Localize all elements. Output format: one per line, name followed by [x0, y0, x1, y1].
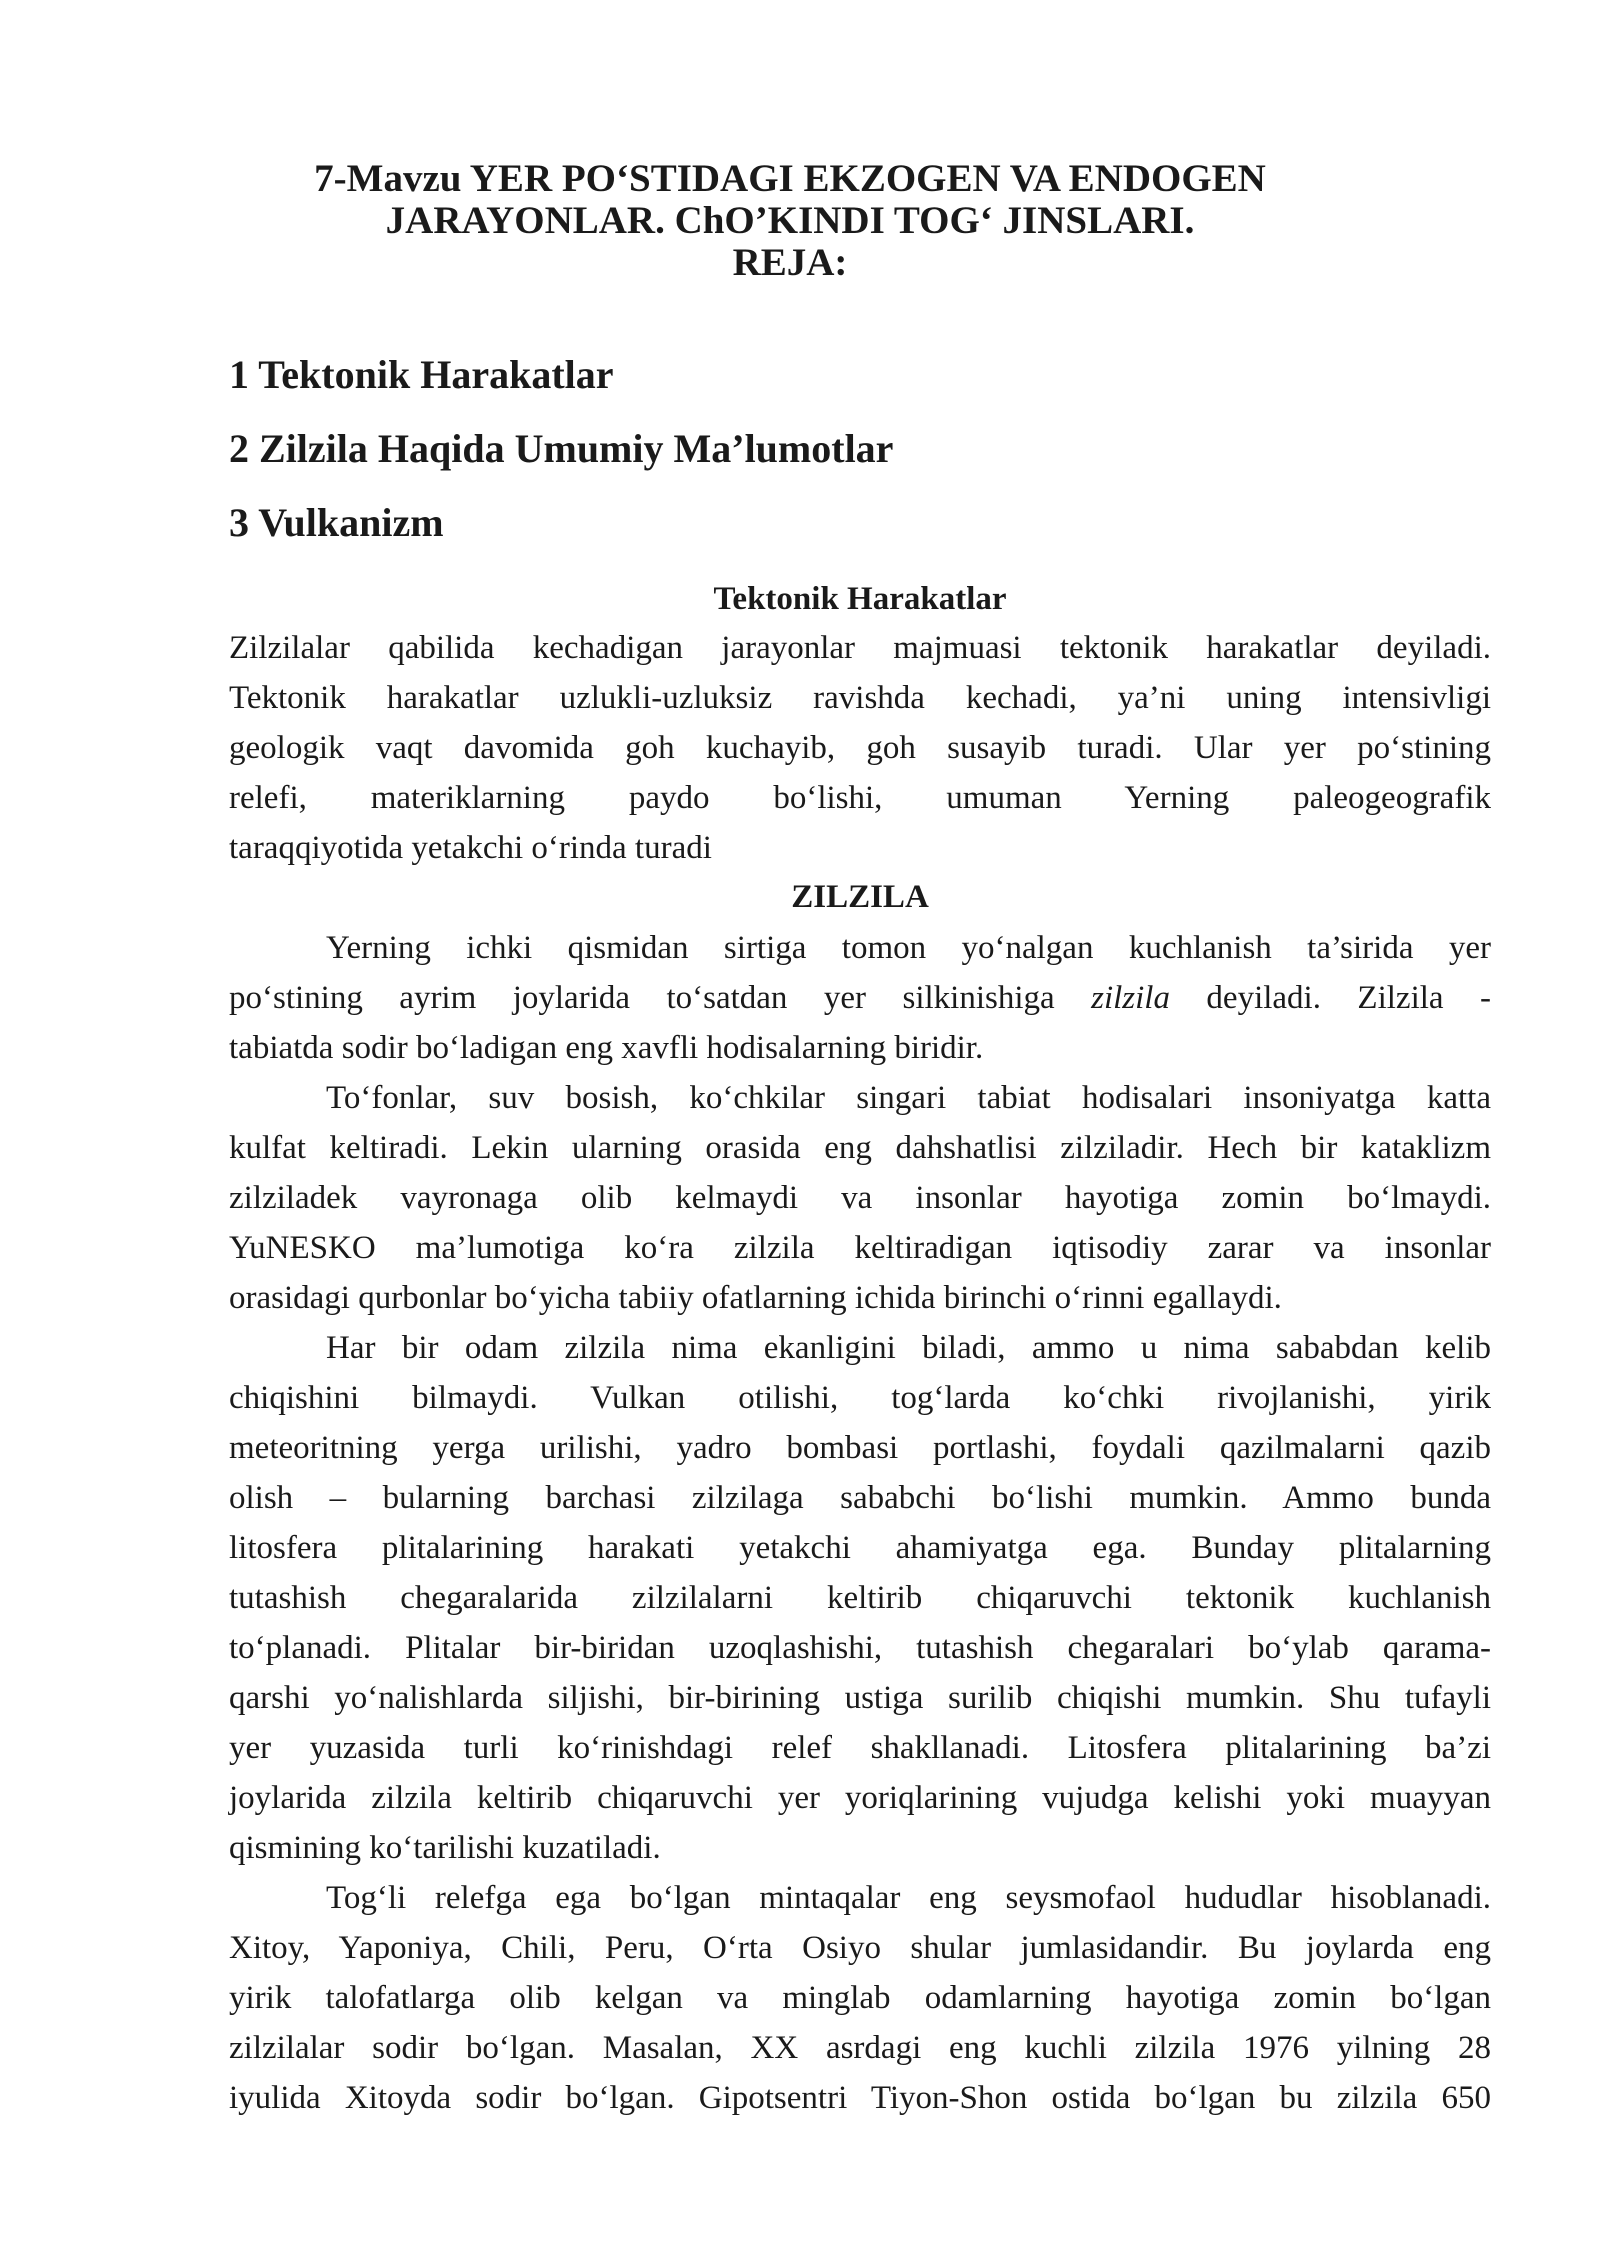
section-zilzila-body — [229, 923, 1491, 2123]
text-line: tabiatda sodir bo‘ladigan eng xavfli hodisalarning biridir. — [229, 1030, 984, 1066]
text-line: Yerning ichki qismidan sirtiga tomon yo‘nalgan kuchlanish ta’sirida yer — [326, 930, 1491, 966]
text-line: yirik talofatlarga olib kelgan va minglab odamlarning hayotiga zomin bo‘lgan — [229, 1980, 1491, 2016]
text-line-with-term — [229, 973, 1491, 1023]
text-line: Tektonik harakatlar uzlukli-uzluksiz ravishda kechadi, ya’ni uning intensivligi — [229, 680, 1491, 716]
text-fragment: deyiladi. Zilzila - — [1169, 980, 1491, 1016]
text-line: to‘planadi. Plitalar bir-biridan uzoqlashishi, tutashish chegaralari bo‘ylab qarama- — [229, 1630, 1491, 1666]
text-line: relefi, materiklarning paydo bo‘lishi, umuman Yerning paleogeografik — [229, 780, 1491, 816]
section-heading-zilzila: ZILZILA — [791, 879, 929, 915]
text-line: iyulida Xitoyda sodir bo‘lgan. Gipotsentri Tiyon-Shon ostida bo‘lgan bu zilzila 650 — [229, 2080, 1491, 2116]
section-heading-tectonic: Tektonik Harakatlar — [713, 581, 1007, 617]
text-line: taraqqiyotida yetakchi o‘rinda turadi — [229, 830, 712, 866]
text-line: qismining ko‘tarilishi kuzatiladi. — [229, 1830, 661, 1866]
text-fragment: po‘stining ayrim joylarida to‘satdan yer silkinishiga — [229, 980, 1092, 1016]
emphasized-term: zilzila — [1091, 980, 1170, 1016]
text-line: olish – bularning barchasi zilzilaga sababchi bo‘lishi mumkin. Ammo bunda — [229, 1480, 1491, 1516]
text-line: kulfat keltiradi. Lekin ularning orasida eng dahshatlisi zilziladir. Hech bir kataklizm — [229, 1130, 1491, 1166]
text-line: yer yuzasida turli ko‘rinishdagi relef shakllanadi. Litosfera plitalarining ba’zi — [229, 1730, 1491, 1766]
text-line: Xitoy, Yaponiya, Chili, Peru, O‘rta Osiyo shular jumlasidandir. Bu joylarda eng — [229, 1930, 1491, 1966]
plan-item-3: 3 Vulkanizm — [229, 500, 444, 545]
text-line: Har bir odam zilzila nima ekanligini biladi, ammo u nima sababdan kelib — [326, 1330, 1491, 1366]
text-line: joylarida zilzila keltirib chiqaruvchi yer yoriqlarining vujudga kelishi yoki muayyan — [229, 1780, 1491, 1816]
plan-item-1: 1 Tektonik Harakatlar — [229, 352, 614, 397]
title-line-1: 7-Mavzu YER PO‘STIDAGI EKZOGEN VA ENDOGEN — [314, 157, 1266, 200]
text-line: qarshi yo‘nalishlarda siljishi, bir-birining ustiga surilib chiqishi mumkin. Shu tufayli — [229, 1680, 1491, 1716]
text-line: zilziladek vayronaga olib kelmaydi va insonlar hayotiga zomin bo‘lmaydi. — [229, 1180, 1491, 1216]
text-line: tutashish chegaralarida zilzilalarni keltirib chiqaruvchi tektonik kuchlanish — [229, 1580, 1491, 1616]
text-line: orasidagi qurbonlar bo‘yicha tabiiy ofatlarning ichida birinchi o‘rinni egallaydi. — [229, 1280, 1282, 1316]
plan-item-2: 2 Zilzila Haqida Umumiy Ma’lumotlar — [229, 426, 894, 471]
title-line-3: REJA: — [732, 241, 848, 284]
document-title — [230, 158, 1350, 284]
text-line: chiqishini bilmaydi. Vulkan otilishi, tog‘larda ko‘chki rivojlanishi, yirik — [229, 1380, 1491, 1416]
text-line: zilzilalar sodir bo‘lgan. Masalan, XX asrdagi eng kuchli zilzila 1976 yilning 28 — [229, 2030, 1491, 2066]
text-line: To‘fonlar, suv bosish, ko‘chkilar singari tabiat hodisalari insoniyatga katta — [326, 1080, 1491, 1116]
text-line: YuNESKO ma’lumotiga ko‘ra zilzila keltiradigan iqtisodiy zarar va insonlar — [229, 1230, 1491, 1266]
text-line: meteoritning yerga urilishi, yadro bombasi portlashi, foydali qazilmalarni qazib — [229, 1430, 1491, 1466]
text-line: Tog‘li relefga ega bo‘lgan mintaqalar eng seysmofaol hududlar hisoblanadi. — [326, 1880, 1491, 1916]
text-line: litosfera plitalarining harakati yetakchi ahamiyatga ega. Bunday plitalarning — [229, 1530, 1491, 1566]
title-line-2: JARAYONLAR. ChO’KINDI TOG‘ JINSLARI. — [385, 199, 1195, 242]
text-line: geologik vaqt davomida goh kuchayib, goh susayib turadi. Ular yer po‘stining — [229, 730, 1491, 766]
text-line: Zilzilalar qabilida kechadigan jarayonlar majmuasi tektonik harakatlar deyiladi. — [229, 630, 1491, 666]
section-tectonic-paragraph — [229, 623, 1491, 873]
